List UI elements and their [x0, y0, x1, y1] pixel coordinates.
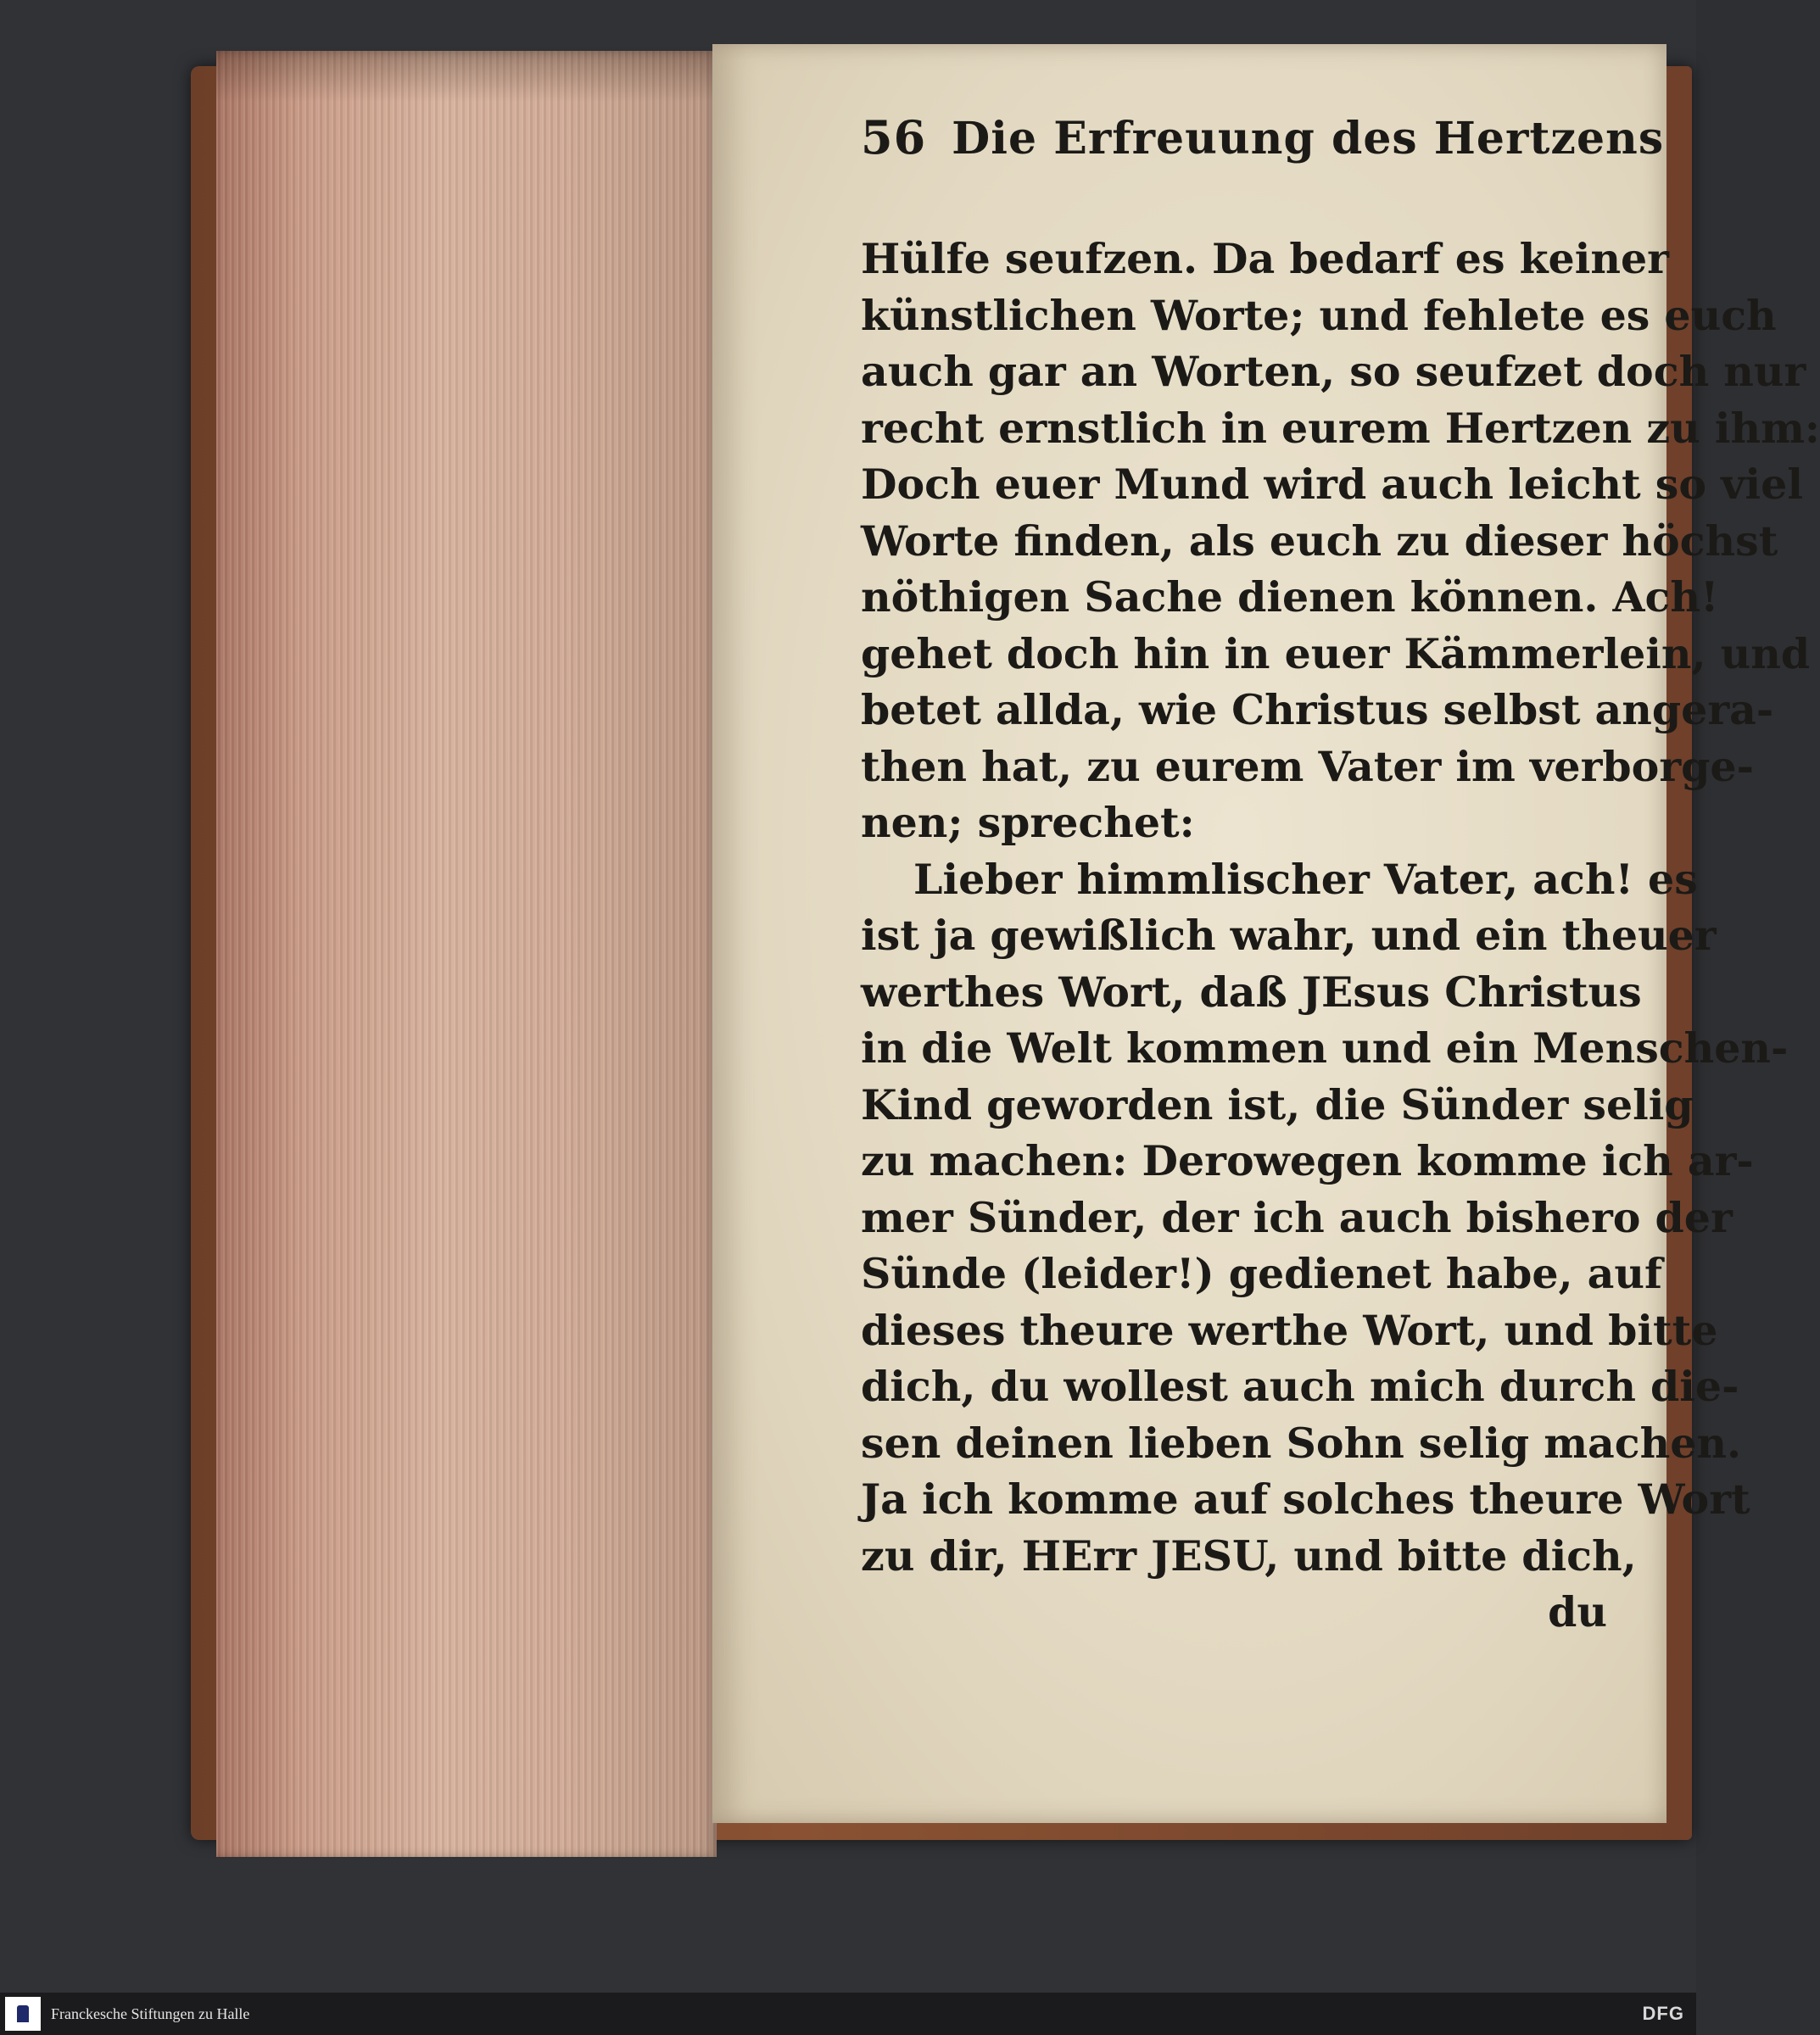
- institution-label: Franckesche Stiftungen zu Halle: [51, 2004, 250, 2022]
- page-number: 56: [861, 110, 927, 164]
- text-line: Lieber himmlischer Vater, ach! es: [913, 854, 1698, 904]
- text-line: sen deinen lieben Sohn selig machen.: [861, 1418, 1742, 1468]
- text-line: dieses theure werthe Wort, und bitte: [861, 1305, 1718, 1355]
- page-edges: [216, 51, 717, 1857]
- catchword: du: [1548, 1587, 1607, 1636]
- text-line: dich, du wollest auch mich durch die-: [861, 1362, 1739, 1411]
- footer-branding: [0, 1997, 249, 2031]
- page-content: [861, 110, 1820, 1641]
- text-line: in die Welt kommen und ein Menschen-: [861, 1023, 1789, 1073]
- text-line: nen; sprechet:: [861, 798, 1195, 847]
- running-head: Die Erfreuung des Hertzens: [952, 113, 1665, 164]
- text-line: ist ja gewißlich wahr, und ein theuer: [861, 911, 1717, 960]
- viewer-footer: [0, 1993, 1696, 2035]
- dfg-logo: DFG: [1642, 2003, 1684, 2024]
- text-line: künstlichen Worte; und fehlete es euch: [861, 290, 1777, 340]
- logo-mark: [17, 2005, 29, 2022]
- text-line: betet allda, wie Christus selbst angera-: [861, 685, 1774, 734]
- page-header: [861, 110, 1665, 187]
- text-line: Ja ich komme auf solches theure Wort: [861, 1475, 1750, 1524]
- text-line: auch gar an Worten, so seufzet doch nur: [861, 347, 1806, 396]
- text-line: zu dir, HErr JESU, und bitte dich,: [861, 1530, 1637, 1581]
- text-line: Sünde (leider!) gedienet habe, auf: [861, 1249, 1663, 1298]
- text-line: Worte finden, als euch zu dieser höchst: [861, 516, 1778, 566]
- text-line: mer Sünder, der ich auch bishero der: [861, 1192, 1733, 1242]
- book-page: [712, 44, 1820, 1823]
- page-text: [861, 231, 1820, 1584]
- text-line: nöthigen Sache dienen können. Ach!: [861, 572, 1719, 622]
- text-line: Hülfe seufzen. Da bedarf es keiner: [861, 234, 1669, 283]
- institution-logo-icon: [5, 1997, 41, 2031]
- text-line: Kind geworden ist, die Sünder selig: [861, 1079, 1694, 1129]
- text-line: then hat, zu eurem Vater im verborge-: [861, 741, 1754, 791]
- text-line: zu machen: Derowegen komme ich ar-: [861, 1136, 1754, 1185]
- text-line: Doch euer Mund wird auch leicht so viel: [861, 460, 1803, 509]
- text-line: werthes Wort, daß JEsus Christus: [861, 967, 1642, 1017]
- text-line: recht ernstlich in eurem Hertzen zu ihm:: [861, 403, 1820, 453]
- text-line: gehet doch hin in euer Kämmerlein, und: [861, 628, 1811, 678]
